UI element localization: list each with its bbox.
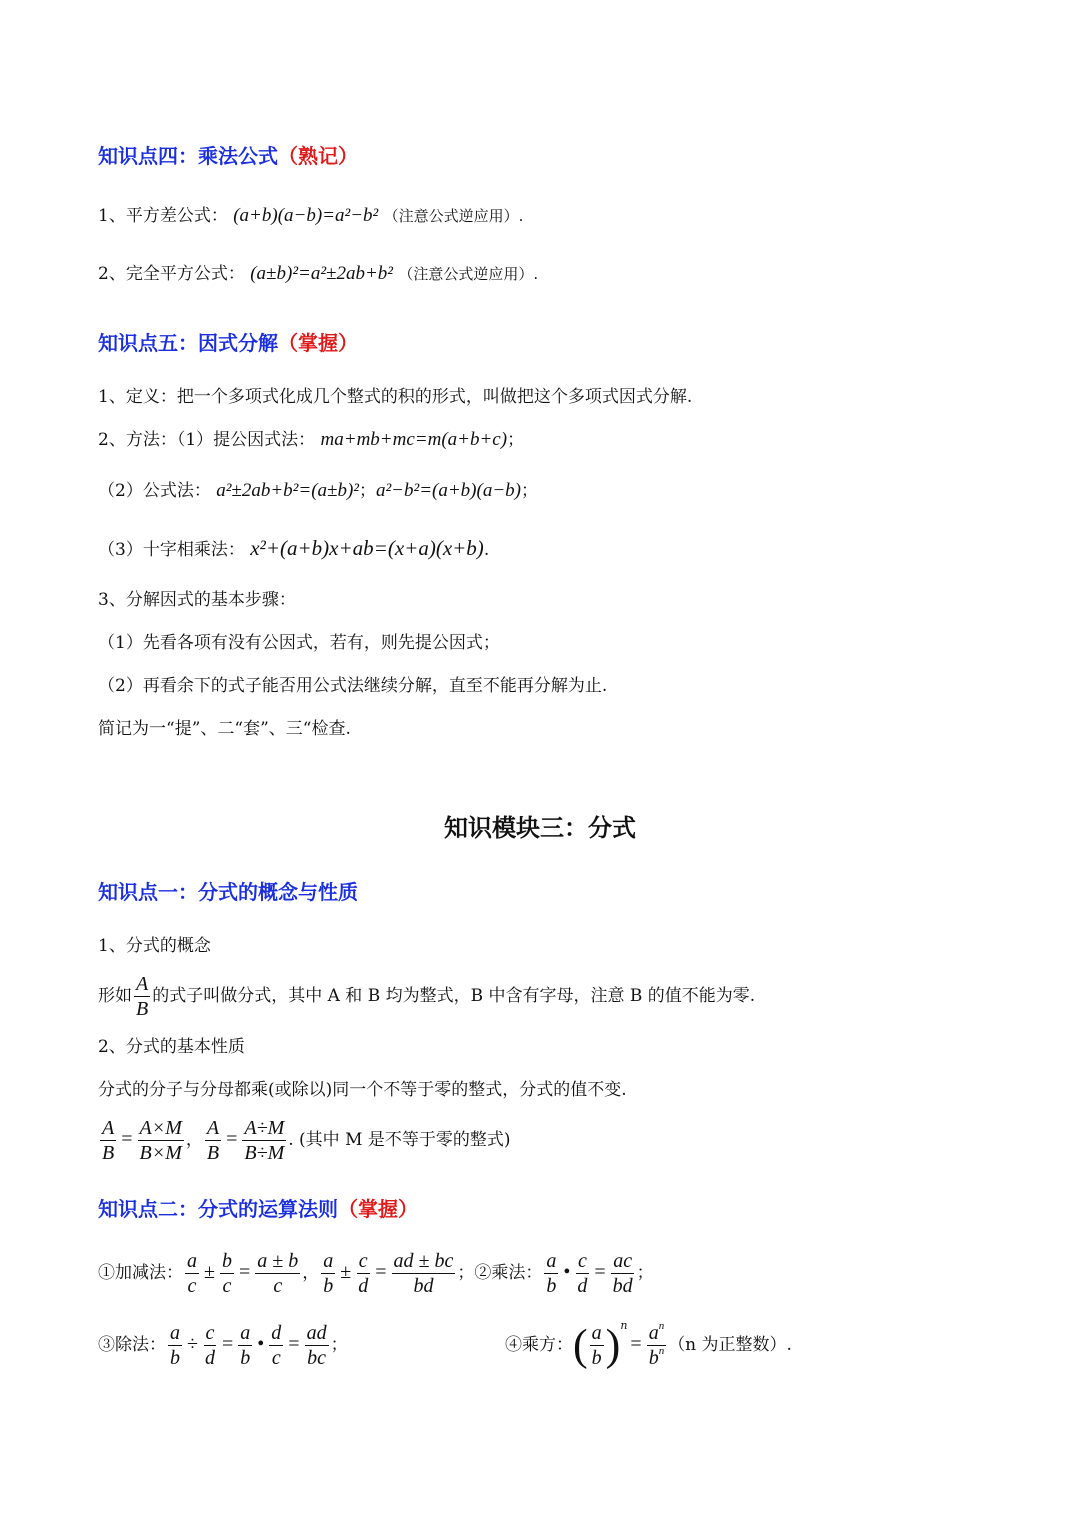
cross-multiplication-formula: x²+(a+b)x+ab=(x+a)(x+b) (250, 536, 484, 560)
formula-method-2: a²−b²=(a+b)(a−b) (375, 480, 521, 501)
difference-of-squares-line: 1、平方差公式： (a+b)(a−b)=a²−b² （注意公式逆应用）. (98, 205, 524, 226)
section-heading-multiplication-formulas: 知识点四：乘法公式（熟记） (98, 144, 358, 168)
factorization-mnemonic: 简记为一“提”、二“套”、三“检查. (98, 719, 351, 739)
factorization-steps-title: 3、分解因式的基本步骤： (98, 590, 296, 610)
method-common-factor: 2、方法：（1）提公因式法： ma+mb+mc=m(a+b+c)； (98, 429, 525, 450)
perfect-square-line: 2、完全平方公式： (a±b)²=a²±2ab+b² （注意公式逆应用）. (98, 263, 539, 284)
fraction-property-title: 2、分式的基本性质 (98, 1037, 245, 1057)
module-title: 知识模块三：分式 (444, 814, 636, 842)
fraction-definition: 形如 $\frac{A}{B}$ 的式子叫做分式，其中 A 和 B 均为整式，B 中含有字母，注意 B 的值不能为零. (98, 973, 756, 1020)
factorization-definition: 1、定义：把一个多项式化成几个整式的积的形式，叫做把这个多项式因式分解. (98, 387, 693, 407)
fraction-concept-title: 1、分式的概念 (98, 936, 211, 956)
perfect-square-formula: (a±b)²=a²±2ab+b² (250, 263, 393, 284)
factorization-step-1: （1）先看各项有没有公因式，若有，则先提公因式； (98, 633, 500, 653)
formula-method-1: a²±2ab+b²=(a±b)² (216, 480, 359, 501)
tag-master: （掌握） (338, 1197, 418, 1221)
fraction-a-over-b: $\frac{A}{B}$ (136, 973, 149, 1020)
section-heading-factorization: 知识点五：因式分解（掌握） (98, 331, 358, 355)
method-formula: （2）公式法： a²±2ab+b²=(a±b)²；a²−b²=(a+b)(a−b)； (98, 480, 538, 501)
difference-of-squares-formula: (a+b)(a−b)=a²−b² (233, 205, 379, 226)
method-cross-multiplication: （3）十字相乘法： x²+(a+b)x+ab=(x+a)(x+b). (98, 536, 490, 560)
factorization-step-2: （2）再看余下的式子能否用公式法继续分解，直至不能再分解为止. (98, 676, 608, 696)
power-rule: ④乘方：( $\frac{a}{b}$ )$^n$= $\frac{a^n}{b^n}$ （n 为正整数）. (505, 1319, 792, 1370)
division-rule: ③除法： $\frac{a}{b}$ ÷ $\frac{c}{d}$ = $\frac{a}{b}$ • $\frac{d}{c}$ = $\frac{ad}{bc}$ ； (98, 1322, 348, 1369)
fraction-property-formula: $\frac{A}{B}$ = $\frac{A\times M}{B\times M}$ ， $\frac{A}{B}$ = $\frac{A\div M}{B\div M}$ . (其中 M 是不等于零的整式) (102, 1117, 511, 1164)
common-factor-formula: ma+mb+mc=m(a+b+c) (320, 429, 508, 450)
tag-memorize: （熟记） (278, 144, 358, 168)
section-heading-fraction-concept: 知识点一：分式的概念与性质 (98, 880, 358, 904)
add-sub-mul-rules: ①加减法： $\frac{a}{c}$ ± $\frac{b}{c}$ = $\frac{a \pm b}{c}$ ， $\frac{a}{b}$ ± $\frac{c}{d}$ = $\frac{ad \pm bc}{bd}$ ；②乘法： $\frac{a}{b}$ • $\frac{c}{d}$ = $\frac{ac}{bd}$ ； (98, 1250, 654, 1297)
fraction-property-text: 分式的分子与分母都乘(或除以)同一个不等于零的整式，分式的值不变. (98, 1080, 627, 1100)
tag-master: （掌握） (278, 331, 358, 355)
section-heading-fraction-operations: 知识点二：分式的运算法则（掌握） (98, 1197, 418, 1221)
